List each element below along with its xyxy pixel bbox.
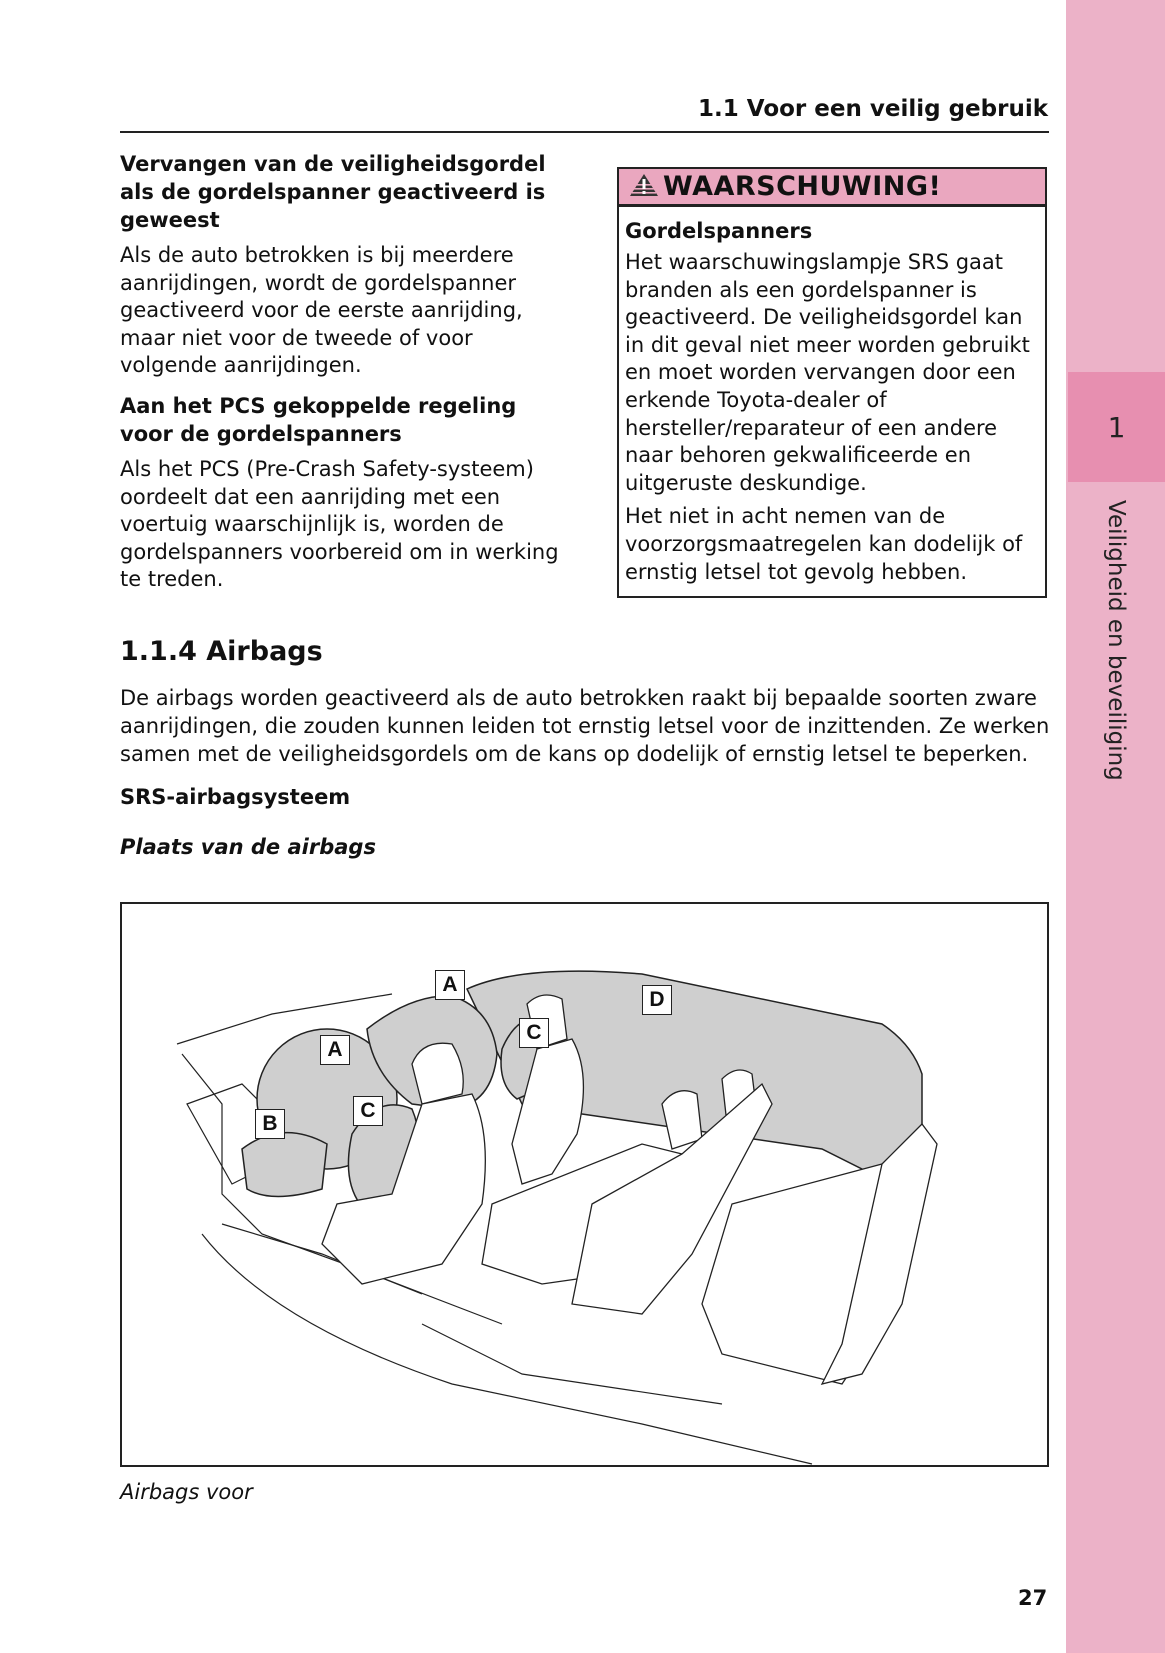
block-heading: Aan het PCS gekoppelde regeling voor de gordelspanners xyxy=(120,393,517,446)
warning-header xyxy=(619,169,1045,207)
callout-label: B xyxy=(255,1109,285,1139)
left-column xyxy=(120,150,560,606)
warning-paragraph: Het waarschuwingslampje SRS gaat branden als een gordelspanner is geactiveerd. De veiligheidsgordel kan in dit geval niet meer worden gebruikt en moet worden vervangen door een erkende Toyota-dealer of hersteller/reparateur of een andere naar behoren gekwalificeerde en uitgeruste deskundige. xyxy=(625,250,1030,495)
block-body: Als het PCS (Pre-Crash Safety-systeem) oordeelt dat een aanrijding met een voertuig waarschijnlijk is, worden de gordelspanners voorbereid om in werking te treden. xyxy=(120,456,559,592)
subheading: SRS-airbagsysteem xyxy=(120,785,351,809)
section-body: De airbags worden geactiveerd als de auto betrokken raakt bij bepaalde soorten zware aanrijdingen, die zouden kunnen leiden tot ernstig letsel voor de inzittenden. Ze werken samen met de veiligheidsgordels om de kans op dodelijk of ernstig letsel te beperken. xyxy=(120,686,1050,766)
chapter-label-text: Veiligheid en beveiliging xyxy=(1102,500,1129,781)
block-body: Als de auto betrokken is bij meerdere aanrijdingen, wordt de gordelspanner geactiveerd voor de eerste aanrijding, maar niet voor de tweede of voor volgende aanrijdingen. xyxy=(120,243,523,378)
block-heading: Vervangen van de veiligheidsgordel als de gordelspanner geactiveerd is geweest xyxy=(120,152,546,232)
callout-label: C xyxy=(353,1096,383,1126)
warning-box xyxy=(617,167,1047,598)
running-header: 1.1 Voor een veilig gebruik xyxy=(698,96,1048,122)
warning-body xyxy=(625,217,1037,592)
header-divider xyxy=(120,131,1049,133)
warning-triangle-icon xyxy=(629,173,659,201)
chapter-tab[interactable] xyxy=(1068,372,1165,482)
page-number: 27 xyxy=(1018,1586,1048,1610)
warning-paragraph: Het niet in acht nemen van de voorzorgsmaatregelen kan dodelijk of ernstig letsel tot gevolg hebben. xyxy=(625,504,1023,584)
section-title: 1.1.4 Airbags xyxy=(120,636,323,667)
warning-title: WAARSCHUWING! xyxy=(663,171,942,202)
figure-caption: Airbags voor xyxy=(120,1480,253,1504)
airbag-diagram xyxy=(120,902,1049,1467)
figure-heading: Plaats van de airbags xyxy=(120,835,376,859)
car-interior-illustration xyxy=(122,904,1047,1465)
callout-label: C xyxy=(519,1018,549,1048)
callout-label: D xyxy=(642,985,672,1015)
chapter-label xyxy=(1068,500,1165,800)
warning-subtitle: Gordelspanners xyxy=(625,219,813,243)
callout-label: A xyxy=(320,1035,350,1065)
chapter-sidebar xyxy=(1066,0,1165,1653)
chapter-number: 1 xyxy=(1107,410,1126,444)
callout-label: A xyxy=(435,970,465,1000)
